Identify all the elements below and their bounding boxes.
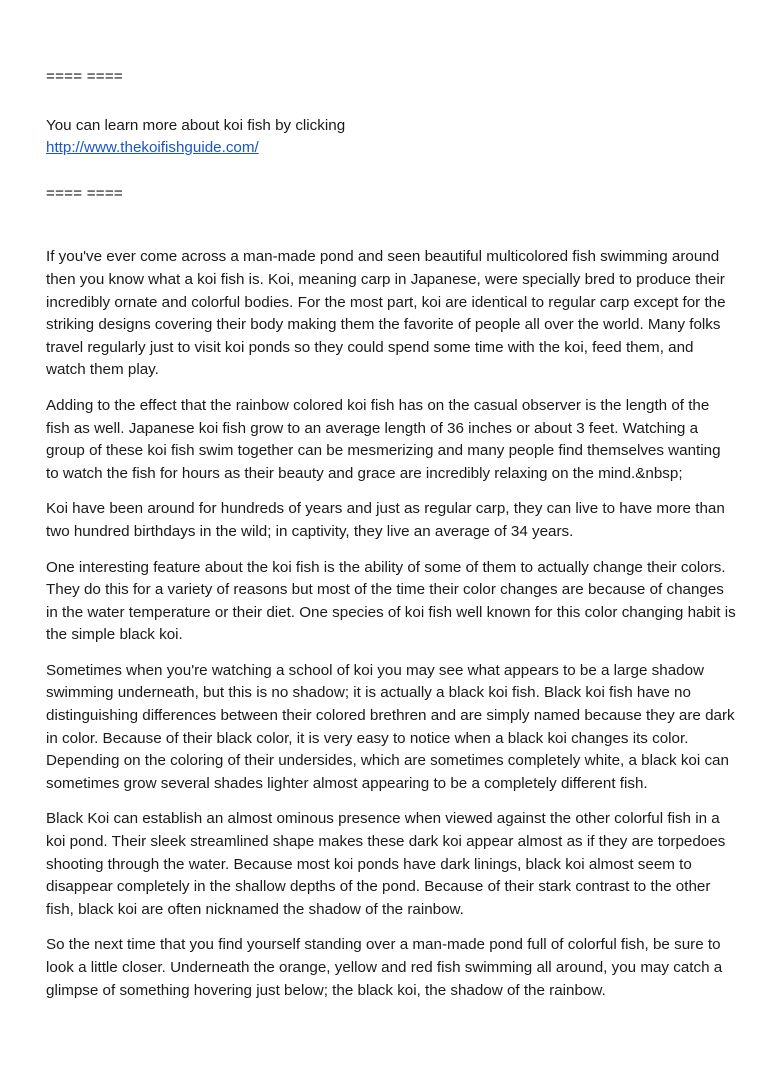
paragraph-2: Adding to the effect that the rainbow colored koi fish has on the casual observer is the length of the fish as well. Japanese koi fish grow to an average length of 36 inches or about 3 feet. Watching a group of these koi fish swim together can be mesmerizing and many people find themselves wanting to watch the fish for hours as their beauty and grace are incredibly relaxing on the mind.&nbsp;: [46, 396, 721, 482]
paragraph-5: Sometimes when you're watching a school of koi you may see what appears to be a large shadow swimming underneath, but this is no shadow; it is actually a black koi fish. Black koi fish have no distinguishing differences between their colored brethren and are simply named because they are dark in color. Because of their black color, it is very easy to notice when a black koi changes its color. Depending on the coloring of their undersides, which are sometimes completely white, a black koi can sometimes grow several shades lighter almost appearing to be a completely different fish.: [46, 661, 735, 792]
separator-bottom: ==== ====: [46, 184, 123, 202]
paragraph-7: So the next time that you find yourself standing over a man-made pond full of colorful fish, be sure to look a little closer. Underneath the orange, yellow and red fish swimming all around, you may catch a glimpse of something hovering just below; the black koi, the shadow of the rainbow.: [46, 936, 723, 999]
document-page: [46, 66, 736, 1015]
koi-guide-link[interactable]: http://www.thekoifishguide.com/: [46, 139, 259, 157]
paragraph-3: Koi have been around for hundreds of years and just as regular carp, they can live to have more than two hundred birthdays in the wild; in captivity, they live an average of 34 years.: [46, 500, 725, 540]
separator-top: ==== ====: [46, 68, 123, 85]
intro-text: You can learn more about koi fish by clicking: [46, 116, 346, 134]
paragraph-6: Black Koi can establish an almost ominous presence when viewed against the other colorful fish in a koi pond. Their sleek streamlined shape makes these dark koi appear almost as if they are torpedoes shooting through the water. Because most koi ponds have dark linings, black koi almost seem to disappear completely in the shallow depths of the pond. Because of their stark contrast to the other fish, black koi are often nicknamed the shadow of the rainbow.: [46, 810, 726, 918]
paragraph-4: One interesting feature about the koi fish is the ability of some of them to actually change their colors. They do this for a variety of reasons but most of the time their color changes are because of changes in the water temperature or their diet. One species of koi fish well known for this color changing habit is the simple black koi.: [46, 558, 736, 644]
paragraph-1: If you've ever come across a man-made pond and seen beautiful multicolored fish swimming around then you know what a koi fish is. Koi, meaning carp in Japanese, were specially bred to produce their incredibly ornate and colorful bodies. For the most part, koi are identical to regular carp except for the striking designs covering their body making them the favorite of people all over the world. Many folks travel regularly just to visit koi ponds so they could spend some time with the koi, feed them, and watch them play.: [46, 248, 726, 379]
